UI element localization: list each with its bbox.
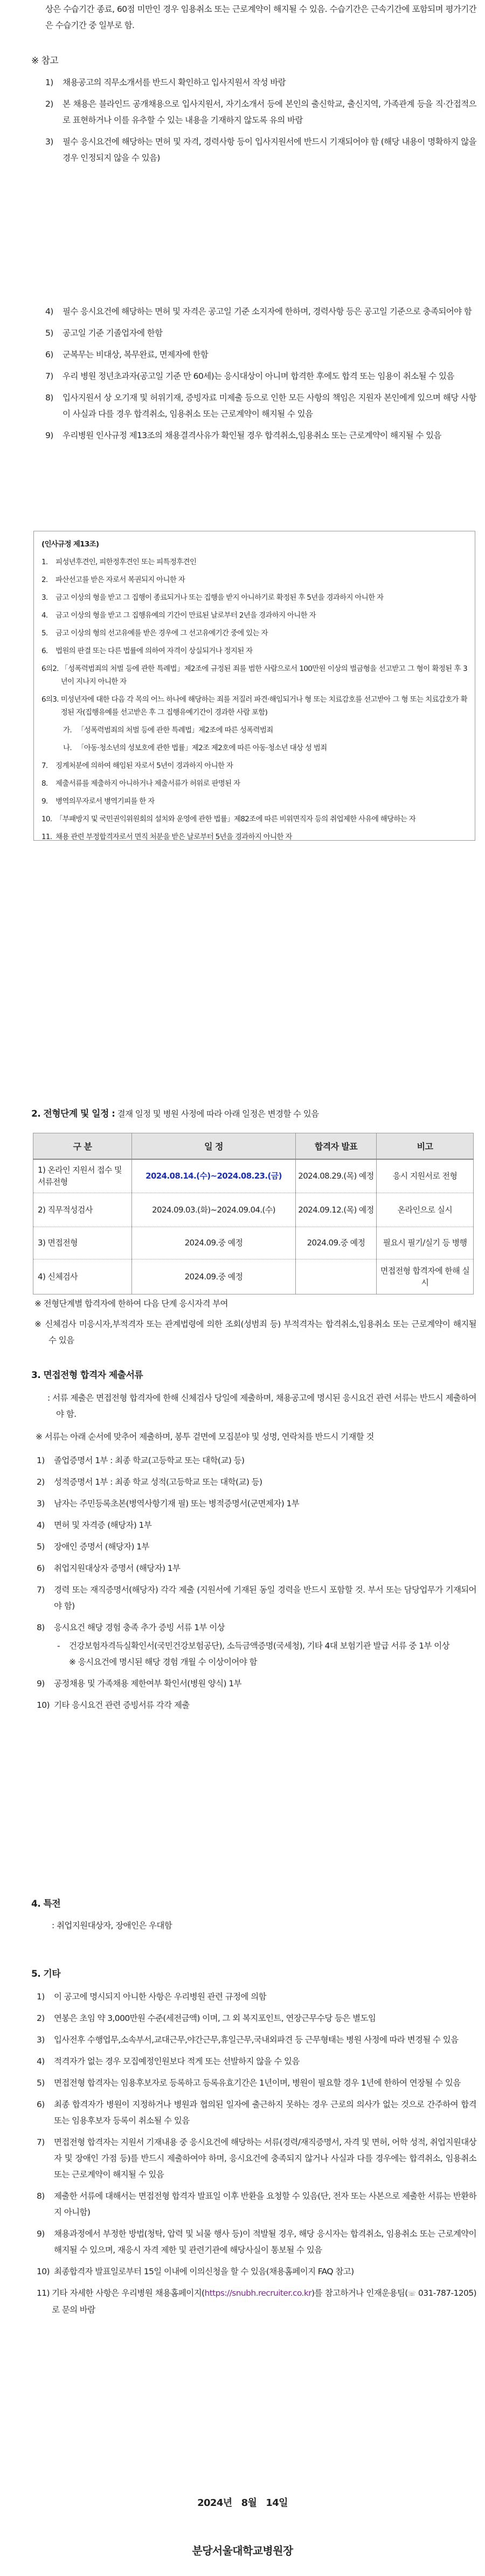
item-text: 입사전후 수행업무,소속부서,교대근무,야간근무,휴일근무,국내외파견 등 근무형태는 병원 사정에 따라 변경될 수 있음 (54, 2035, 459, 2045)
table-row (33, 1159, 474, 1193)
regulation-box (33, 531, 475, 841)
table-row (33, 1259, 474, 1294)
documents-list (31, 1452, 476, 1636)
documents-sub-note: ※ 응시요건에 명시된 해당 경험 개월 수 이상이어야 함 (69, 1657, 257, 1667)
list-item (41, 609, 467, 622)
list-item (63, 724, 467, 737)
list-item (45, 134, 476, 166)
item-text: 응시요건 해당 경험 충족 추가 증빙 서류 1부 이상 (54, 1623, 225, 1632)
item-number: 9) (37, 2229, 45, 2239)
list-item (41, 573, 467, 586)
phone-icon: ☏ (407, 2290, 416, 2297)
list-item (41, 813, 467, 826)
item-text: 면접전형 합격자는 임용후보자로 등록하고 등록유효기간은 1년이며, 병원이 필요할 경우 1년에 한하여 연장될 수 있음 (54, 2078, 461, 2088)
item-text: 성적증명서 1부 : 최종 학교 성적(고등학교 또는 대학(교) 등) (54, 1477, 262, 1487)
col-date: 일 정 (132, 1133, 296, 1160)
phone-number: 031-787-1205 (415, 2288, 474, 2298)
item-text: 공고일 기준 기졸업자에 한함 (63, 328, 163, 338)
item-text: 병역의무자로서 병역기피를 한 자 (56, 797, 155, 806)
item-text: 남자는 주민등록초본(병역사항기재 필) 또는 병적증명서(군면제자) 1부 (54, 1499, 300, 1508)
item-text: 「성폭력범죄의 처벌 등에 관한 특례법」제2조에 규정된 죄를 범한 사람으로서 100만원 이상의 벌금형을 선고받고 그 형이 확정된 후 3년이 지나지 아니한 자 (60, 664, 467, 686)
item-text: 징계처분에 의하여 해임된 자로서 5년이 경과하지 아니한 자 (56, 761, 233, 770)
list-item (45, 74, 476, 91)
table-row (33, 1193, 474, 1227)
list-item (37, 2053, 476, 2069)
item-number: 7. (41, 761, 48, 770)
item-text: 취업지원대상자 증명서 (해당자) 1부 (54, 1563, 181, 1573)
col-note: 비고 (377, 1133, 474, 1160)
list-item (45, 303, 476, 320)
item-number: 6) (37, 2100, 45, 2109)
item-number: 나. (63, 744, 72, 752)
item-number: 9. (41, 797, 48, 806)
schedule-heading (0, 1106, 485, 1122)
item-number: 3) (45, 137, 53, 147)
item-text: 「부패방지 및 국민권익위원회의 설치와 운영에 관한 법률」제82조에 따른 비위면직자 등의 취업제한 사유에 해당하는 자 (56, 815, 416, 823)
privilege-text: : 취업지원대상자, 장애인은 우대함 (52, 1921, 172, 1930)
schedule-title: 2. 전형단계 및 일정 : (31, 1109, 115, 1119)
schedule-table (33, 1133, 474, 1294)
item-text: 최종합격자 발표일로부터 15일 이내에 이의신청을 할 수 있음(채용홈페이지 FAQ 참고) (54, 2267, 354, 2276)
item-text (52, 2285, 476, 2318)
list-item (45, 368, 476, 384)
etc-title: 5. 기타 (31, 1969, 61, 1979)
schedule-subtitle: 결재 일정 및 병원 사정에 따라 아래 일정은 변경할 수 있음 (117, 1109, 319, 1119)
list-item (37, 2188, 476, 2220)
notice-date: 2024년 8월 14일 (197, 2497, 288, 2509)
list-item (37, 1619, 476, 1636)
item-number: 9) (45, 431, 53, 440)
date-cell: 2024.08.14.(수)~2024.08.23.(금) (132, 1159, 296, 1193)
schedule-note: ※ 신체검사 미응시자,부적격자 또는 관계법령에 의한 조회(성범죄 등) 부적격자는 합격취소,임용취소 또는 근로계약이 해지될 수 있음 (34, 1319, 476, 1345)
item-number: 11) (37, 2288, 50, 2298)
notes-list-a (45, 74, 476, 166)
item-text: 필수 응시요건에 해당하는 면허 및 자격, 경력사항 등이 입사지원서에 반드시 기재되어야 함 (해당 내용이 명확하지 않을 경우 인정되지 않을 수 있음) (63, 137, 476, 163)
item-number: 10) (37, 1700, 50, 1710)
note-cell: 응시 지원서로 전형 (377, 1159, 474, 1193)
item-text: 채용과정에서 부정한 방법(청탁, 압력 및 뇌물 행사 등)이 적발될 경우, 해당 응시자는 합격취소, 임용취소 또는 근로계약이 해지될 수 있으며, 재응시 자격 제한 및 관련기관에 해당사실이 통보될 수 있음 (54, 2229, 476, 2255)
list-item (41, 662, 467, 688)
item-text: 장애인 증명서 (해당자) 1부 (54, 1542, 149, 1552)
item-number: 6의3. (41, 695, 59, 704)
intro-text: 상은 수습기간 종료, 60점 미만인 경우 임용취소 또는 근로계약이 해지될 수 있음. 수습기간은 근속기간에 포함되며 평가기간은 수습기간 중 일부로 함. (45, 4, 476, 30)
item-text: 미성년자에 대한 다음 각 목의 어느 하나에 해당하는 죄를 저질러 파견·해임되거나 형 또는 치료감호를 선고받아 그 형 또는 치료감호가 확정된 자(집행유예를 선고받은 후 그 집행유예기간이 경과한 사람 포함) (60, 695, 467, 717)
note-cell: 온라인으로 실시 (377, 1193, 474, 1227)
item-number: 1) (37, 1992, 45, 2002)
announce-cell: 2024.09.중 예정 (296, 1227, 377, 1259)
item-number: 5. (41, 629, 48, 638)
stage-cell: 2) 직무적성검사 (33, 1193, 132, 1227)
item-text: 법원의 판결 또는 다른 법률에 의하여 자격이 상실되거나 정지된 자 (56, 647, 253, 655)
privilege-title: 4. 특전 (31, 1899, 61, 1909)
item-text: 최종 합격자가 병원이 지정하거나 병원과 협의된 일자에 출근하지 못하는 경우 근로의 의사가 없는 것으로 간주하여 합격 또는 임용후보자 등록이 취소될 수 있음 (54, 2100, 476, 2125)
item-number: 4) (37, 2056, 45, 2066)
item-text: 우리 병원 정년초과자(공고일 기준 만 60세)는 응시대상이 아니며 합격한 후에도 합격 또는 임용이 취소될 수 있음 (63, 371, 454, 381)
list-item (41, 645, 467, 657)
list-item (45, 347, 476, 363)
recruit-homepage-link[interactable]: https://snubh.recruiter.co.kr (204, 2288, 312, 2298)
item-number: 10. (41, 815, 52, 823)
item-number: 8) (37, 2191, 45, 2201)
note-cell: 필요시 필기/실기 등 병행 (377, 1227, 474, 1259)
etc-list (31, 1989, 476, 2280)
announce-cell: 2024.09.12.(목) 예정 (296, 1193, 377, 1227)
item-text: 제출서류를 제출하지 아니하거나 제출서류가 허위로 판명된 자 (56, 779, 240, 788)
notes-list-b (45, 303, 476, 444)
list-item (37, 1560, 476, 1576)
list-item (37, 2032, 476, 2048)
list-item (41, 627, 467, 640)
item-text: 기타 응시요건 관련 증빙서류 각각 제출 (54, 1700, 190, 1710)
item-text: 금고 이상의 형을 받고 그 집행이 종료되거나 또는 집행을 받지 아니하기로 확정된 후 5년을 경과하지 아니한 자 (56, 593, 384, 602)
item-text: 채용공고의 직무소개서를 반드시 확인하고 입사지원서 작성 바람 (63, 78, 286, 87)
documents-note: ※ 서류는 아래 순서에 맞추어 제출하며, 봉투 겉면에 모집분야 및 성명, 연락처를 반드시 기재할 것 (36, 1432, 374, 1442)
item-number: 9) (37, 1679, 45, 1688)
item-number: 7) (37, 2137, 45, 2147)
list-item (37, 2263, 476, 2280)
item-number: 7) (45, 371, 53, 381)
text-part: 기타 자세한 사항은 우리병원 채용홈페이지( (52, 2288, 205, 2298)
announce-cell: 2024.08.29.(목) 예정 (296, 1159, 377, 1193)
list-item (37, 2134, 476, 2183)
item-text: 이 공고에 명시되지 아니한 사항은 우리병원 관련 규정에 의함 (54, 1992, 266, 2002)
item-number: 5) (45, 328, 53, 338)
list-item (41, 777, 467, 790)
item-number: 11. (41, 833, 52, 841)
item-text: 연봉은 초임 약 3,000만원 수준(세전금액) 이며, 그 외 복지포인트, 연장근무수당 등은 별도임 (54, 2013, 376, 2023)
item-number: 1) (45, 78, 53, 87)
privilege-section (0, 1896, 485, 1934)
item-text: 군복무는 비대상, 복무완료, 면제자에 한함 (63, 350, 209, 359)
date-cell: 2024.09.중 예정 (132, 1259, 296, 1294)
item-text: 금고 이상의 형을 받고 그 집행유예의 기간이 만료된 날로부터 2년을 경과하지 아니한 자 (56, 611, 316, 620)
item-number: 4) (45, 307, 53, 316)
date-cell: 2024.09.03.(화)~2024.09.04.(수) (132, 1193, 296, 1227)
list-item (37, 1697, 476, 1713)
col-announce: 합격자 발표 (296, 1133, 377, 1160)
item-number: 1) (37, 1456, 45, 1465)
documents-sub (31, 1638, 476, 1670)
list-item (37, 1675, 476, 1692)
item-number: 8) (37, 1623, 45, 1632)
item-text: 우리병원 인사규정 제13조의 채용결격사유가 확인될 경우 합격취소,임용취소 또는 근로계약이 해지될 수 있음 (63, 431, 441, 440)
item-number: 5) (37, 1542, 45, 1552)
regulation-list-2 (41, 759, 467, 843)
list-item (37, 1517, 476, 1533)
list-item (37, 2075, 476, 2091)
list-item (41, 830, 467, 843)
notes-title: ※ 참고 (31, 56, 59, 66)
announce-cell (296, 1259, 377, 1294)
item-text: 면허 및 자격증 (해당자) 1부 (54, 1520, 152, 1530)
documents-title: 3. 면접전형 합격자 제출서류 (31, 1370, 143, 1381)
item-number: 6) (45, 350, 53, 359)
list-item (41, 795, 467, 808)
documents-list-2 (31, 1675, 476, 1713)
list-item (37, 1989, 476, 2005)
list-item (45, 427, 476, 444)
list-item (37, 1539, 476, 1555)
dash: - (57, 1641, 60, 1651)
item-text: 필수 응시요건에 해당하는 면허 및 자격은 공고일 기준 소지자에 한하며, 경력사항 등은 공고일 기준으로 충족되어야 함 (63, 307, 472, 316)
list-item (41, 693, 467, 719)
item-text: 졸업증명서 1부 : 최종 학교(고등학교 또는 대학(교) 등) (54, 1456, 245, 1465)
documents-section (0, 1367, 485, 1719)
schedule-notes (0, 1296, 485, 1348)
regulation-title: (인사규정 제13조) (41, 540, 99, 549)
list-item (37, 1452, 476, 1469)
item-number: 6) (37, 1563, 45, 1573)
list-item (41, 591, 467, 604)
item-text: 적격자가 없는 경우 모집예정인원보다 적게 또는 선발하지 않을 수 있음 (54, 2056, 300, 2066)
item-number: 5) (37, 2078, 45, 2088)
issuer-signature: 분당서울대학교병원장 (192, 2544, 293, 2557)
item-number: 2. (41, 576, 48, 584)
list-item (45, 390, 476, 422)
item-number: 3) (37, 2035, 45, 2045)
intro-section (0, 1, 485, 33)
item-number: 3) (37, 1499, 45, 1508)
note-cell: 면접전형 합격자에 한해 실시 (377, 1259, 474, 1294)
regulation-sublist (41, 724, 467, 754)
item-number: 10) (37, 2267, 50, 2276)
item-number: 4. (41, 611, 48, 620)
stage-cell: 3) 면접전형 (33, 1227, 132, 1259)
item-number: 7) (37, 1585, 45, 1595)
item-number: 6의2. (41, 664, 59, 673)
item-text: 피성년후견인, 피한정후견인 또는 피특정후견인 (56, 558, 197, 566)
col-stage: 구 분 (33, 1133, 132, 1160)
text-part: )를 참고하거나 인재운용팀( (311, 2288, 408, 2298)
schedule-note: ※ 전형단계별 합격자에 한하여 다음 단계 응시자격 부여 (34, 1299, 228, 1308)
item-text: 공정채용 및 가족채용 제한여부 확인서(병원 양식) 1부 (54, 1679, 241, 1688)
item-text: 면접전형 합격자는 지원서 기재내용 중 응시요건에 해당하는 서류(경력/재직증명서, 자격 및 면허, 어학 성적, 취업지원대상자 및 장애인 가점 등)를 반드시 제출하여야 하며, 응시요건에 충족되지 않거나 사실과 다를 경우에는 합격취소, 임용취소 또는 근로계약이 해지될 수 있음 (54, 2137, 476, 2179)
item-number: 3. (41, 593, 48, 602)
date-cell: 2024.09.중 예정 (132, 1227, 296, 1259)
item-number: 8. (41, 779, 48, 788)
list-item (37, 1495, 476, 1512)
item-number: 1. (41, 558, 48, 566)
item-text: 「성폭력범죄의 처벌 등에 관한 특례법」제2조에 따른 성폭력범죄 (77, 726, 273, 735)
list-item (37, 2010, 476, 2026)
list-item (41, 759, 467, 772)
item-number: 가. (63, 726, 72, 735)
item-text: 입사지원서 상 오기재 및 허위기재, 증빙자료 미제출 등으로 인한 모든 사항의 책임은 지원자 본인에게 있으며 해당 사항이 사실과 다를 경우 합격취소, 임용취소 또는 근로계약이 해지될 수 있음 (63, 393, 476, 419)
item-number: 4) (37, 1520, 45, 1530)
item-text: 경력 또는 재직증명서(해당자) 각각 제출 (지원서에 기재된 동일 경력을 반드시 포함할 것. 부서 또는 담당업무가 기재되어야 함) (54, 1585, 476, 1611)
documents-sub-text: 건강보험자격득실확인서(국민건강보험공단), 소득금액증명(국세청), 기타 4대 보험기관 발급 서류 중 1부 이상 (69, 1641, 449, 1651)
documents-desc: : 서류 제출은 면접전형 합격자에 한해 신체검사 당일에 제출하며, 채용공고에 명시된 응시요건 관련 서류는 반드시 제출하여야 함. (47, 1393, 476, 1419)
regulation-list (41, 556, 467, 719)
list-item (45, 96, 476, 128)
list-item (37, 1474, 476, 1490)
stage-cell: 4) 신체검사 (33, 1259, 132, 1294)
list-item (37, 1582, 476, 1614)
item-text: 채용 관련 부정합격자로서 면직 처분을 받은 날로부터 5년을 경과하지 아니한 자 (56, 833, 292, 841)
item-number: 2) (37, 1477, 45, 1487)
notes-section (0, 53, 485, 449)
list-item (63, 742, 467, 754)
text-part: )로 문의 바람 (52, 2288, 476, 2315)
list-item (37, 2096, 476, 2129)
etc-section (0, 1966, 485, 2323)
item-text: 본 채용은 블라인드 공개채용으로 입사지원서, 자기소개서 등에 본인의 출신학교, 출신지역, 가족관계 등을 직·간접적으로 표현하거나 이를 유추할 수 있는 내용을 기재하지 않도록 유의 바람 (63, 99, 476, 125)
item-number: 2) (37, 2013, 45, 2023)
item-text: 제출한 서류에 대해서는 면접전형 합격자 발표일 이후 반환을 요청할 수 있음(단, 전자 또는 사본으로 제출한 서류는 반환하지 아니함) (54, 2191, 476, 2217)
item-number: 2) (45, 99, 53, 109)
list-item (31, 2285, 476, 2318)
item-text: 「아동·청소년의 성보호에 관한 법률」제2조 제2호에 따른 아동·청소년 대상 성 범죄 (77, 744, 327, 752)
table-row (33, 1227, 474, 1259)
item-text: 금고 이상의 형의 선고유예를 받은 경우에 그 선고유예기간 중에 있는 자 (56, 629, 268, 638)
list-item (37, 2226, 476, 2258)
item-text: 파산선고를 받은 자로서 복권되지 아니한 자 (56, 576, 185, 584)
item-number: 8) (45, 393, 53, 403)
item-number: 6. (41, 647, 48, 655)
list-item (41, 556, 467, 569)
list-item (45, 325, 476, 341)
stage-cell: 1) 온라인 지원서 접수 및 서류전형 (33, 1159, 132, 1193)
